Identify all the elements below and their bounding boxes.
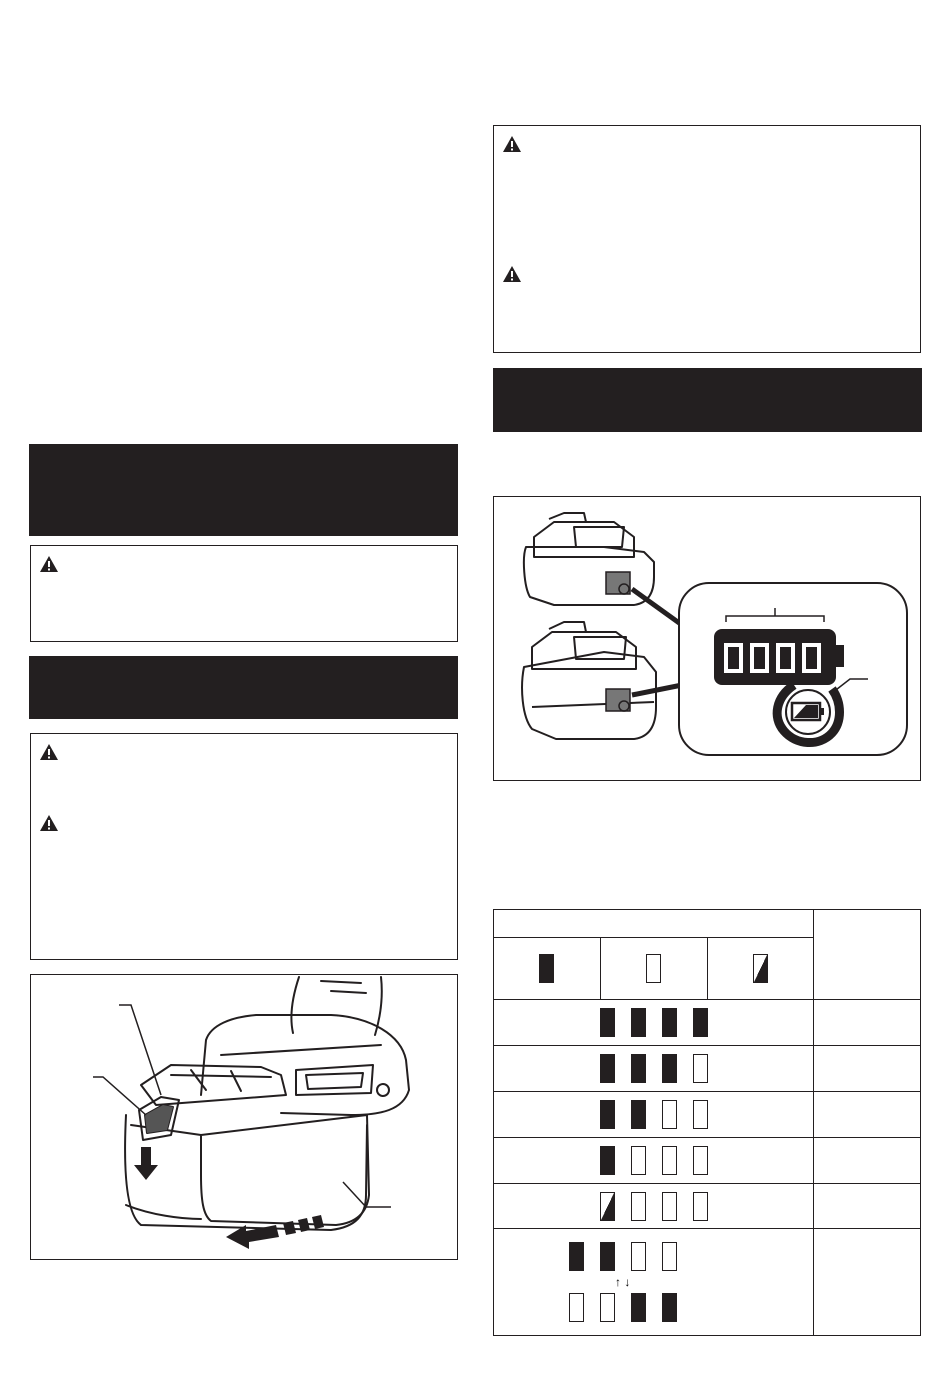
- lamp-off: [662, 1242, 677, 1271]
- lamp-row: [494, 1100, 813, 1129]
- section-header-band-1: [29, 444, 458, 536]
- section-header-band-3: [493, 368, 922, 432]
- remaining-cell: [814, 1046, 921, 1092]
- lamp-on: [631, 1008, 646, 1037]
- battery-check-icon: [792, 703, 824, 720]
- lamp-off: [693, 1192, 708, 1221]
- lamp-off: [646, 954, 661, 983]
- lamp-row: [432, 1242, 813, 1271]
- lamp-off: [662, 1100, 677, 1129]
- lamp-on: [631, 1100, 646, 1129]
- lamp-on: [569, 1242, 584, 1271]
- lamp-on: [631, 1054, 646, 1083]
- lamp-on: [600, 1242, 615, 1271]
- remaining-cell: [814, 1229, 921, 1336]
- lamp-row-alt: [432, 1293, 813, 1322]
- alternating-arrows: ↑ ↓: [615, 1275, 631, 1289]
- lamp-off: [693, 1054, 708, 1083]
- table-row: [494, 1000, 921, 1046]
- warning-box-2: [30, 733, 458, 960]
- lamp-on: [662, 1054, 677, 1083]
- battery-indicator-illustration: [494, 497, 919, 779]
- figure-battery-indicator: [493, 496, 921, 781]
- lamp-off: [662, 1192, 677, 1221]
- lamp-blinking: [753, 954, 768, 983]
- lamp-row: [494, 1008, 813, 1037]
- lamp-blink: [600, 1192, 615, 1221]
- lamp-on: [600, 1054, 615, 1083]
- lamp-off: [631, 1192, 646, 1221]
- warning-triangle-icon: [502, 265, 522, 283]
- warning-triangle-icon: [502, 135, 522, 153]
- remaining-cell: [814, 1000, 921, 1046]
- figure-battery-removal: [30, 974, 458, 1260]
- lamp-off: [662, 1146, 677, 1175]
- warning-triangle-icon: [39, 743, 59, 761]
- battery-removal-illustration: [31, 975, 456, 1258]
- lamp-on: [600, 1146, 615, 1175]
- legend-on: [494, 938, 601, 1000]
- warning-triangle-icon: [39, 555, 59, 573]
- remaining-cell: [814, 1092, 921, 1138]
- table-row: [494, 1229, 921, 1336]
- table-row: [494, 1184, 921, 1229]
- lamp-row: [494, 1146, 813, 1175]
- legend-blinking: [707, 938, 814, 1000]
- warning-triangle-icon: [39, 814, 59, 832]
- lamp-on: [600, 1008, 615, 1037]
- lamp-off: [600, 1293, 615, 1322]
- table-row: [494, 1092, 921, 1138]
- table-header-remaining: [814, 910, 921, 1000]
- legend-off: [600, 938, 707, 1000]
- lamp-off: [693, 1146, 708, 1175]
- lamp-off: [631, 1242, 646, 1271]
- lamp-off: [569, 1293, 584, 1322]
- table-header-lamps: [494, 910, 814, 938]
- lamp-on: [631, 1293, 646, 1322]
- remaining-cell: [814, 1138, 921, 1184]
- table-row: [494, 1138, 921, 1184]
- indicator-lamp-table: [493, 909, 921, 1336]
- remaining-cell: [814, 1184, 921, 1229]
- lamp-on: [600, 1100, 615, 1129]
- warning-box-3: [493, 125, 921, 353]
- lamp-row: [494, 1054, 813, 1083]
- lamp-on: [662, 1008, 677, 1037]
- lamp-on: [693, 1008, 708, 1037]
- table-row: [494, 1046, 921, 1092]
- lamp-off: [631, 1146, 646, 1175]
- warning-box-1: [30, 545, 458, 642]
- section-header-band-2: [29, 656, 458, 719]
- lamp-on: [662, 1293, 677, 1322]
- lamp-off: [693, 1100, 708, 1129]
- lamp-lighted: [539, 954, 554, 983]
- lamp-row: [494, 1192, 813, 1221]
